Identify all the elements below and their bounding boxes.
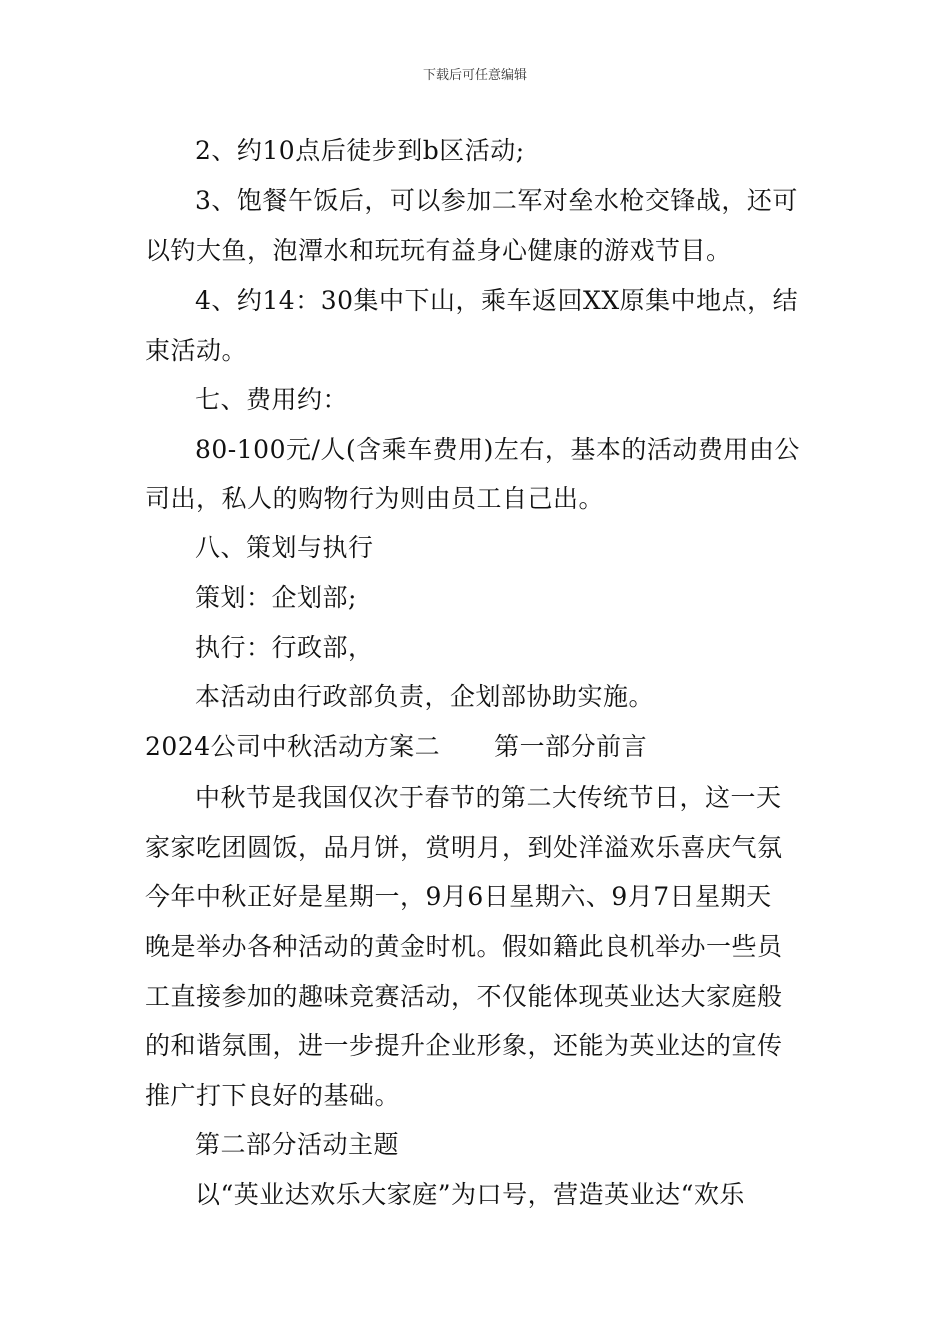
text-line-3: 以钓大鱼，泡潭水和玩玩有益身心健康的游戏节目。 [145, 236, 732, 265]
page-header: 下载后可任意编辑 [422, 68, 527, 83]
text-line-17: 工直接参加的趣味竞赛活动，不仅能体现英业达大家庭般 [145, 982, 783, 1011]
text-line-14: 家家吃团圆饭，品月饼，赏明月，到处洋溢欢乐喜庆气氛 [145, 833, 783, 862]
text-line-13: 中秋节是我国仅次于春节的第二大传统节日，这一天 [195, 783, 782, 812]
section-title: 2024公司中秋活动方案二 [145, 732, 441, 761]
text-line-9: 八、策划与执行 [195, 533, 374, 562]
text-line-20: 第二部分活动主题 [195, 1130, 400, 1159]
text-line-12: 本活动由行政部负责，企划部协助实施。 [195, 682, 655, 711]
text-line-1: 2、约10点后徒步到b区活动; [195, 136, 525, 165]
text-line-19: 推广打下良好的基础。 [145, 1081, 401, 1110]
text-line-10: 策划：企划部; [195, 583, 357, 612]
text-line-11: 执行：行政部， [195, 633, 374, 662]
text-line-7: 80-100元/人(含乘车费用)左右，基本的活动费用由公 [195, 435, 800, 464]
section-title-line [145, 732, 647, 762]
text-line-18: 的和谐氛围，进一步提升企业形象，还能为英业达的宣传 [145, 1031, 783, 1060]
text-line-6: 七、费用约： [195, 385, 349, 414]
text-line-8: 司出，私人的购物行为则由员工自己出。 [145, 484, 605, 513]
section-subtitle: 第一部分前言 [494, 732, 648, 761]
text-line-4: 4、约14：30集中下山，乘车返回XX原集中地点，结 [195, 286, 799, 315]
text-line-16: 晚是举办各种活动的黄金时机。假如籍此良机举办一些员 [145, 932, 783, 961]
text-line-5: 束活动。 [145, 336, 248, 365]
text-line-2: 3、饱餐午饭后，可以参加二军对垒水枪交锋战，还可 [195, 186, 798, 215]
text-line-21: 以“英业达欢乐大家庭”为口号，营造英业达“欢乐 [195, 1180, 745, 1209]
text-line-15: 今年中秋正好是星期一，9月6日星期六、9月7日星期天 [145, 882, 772, 911]
